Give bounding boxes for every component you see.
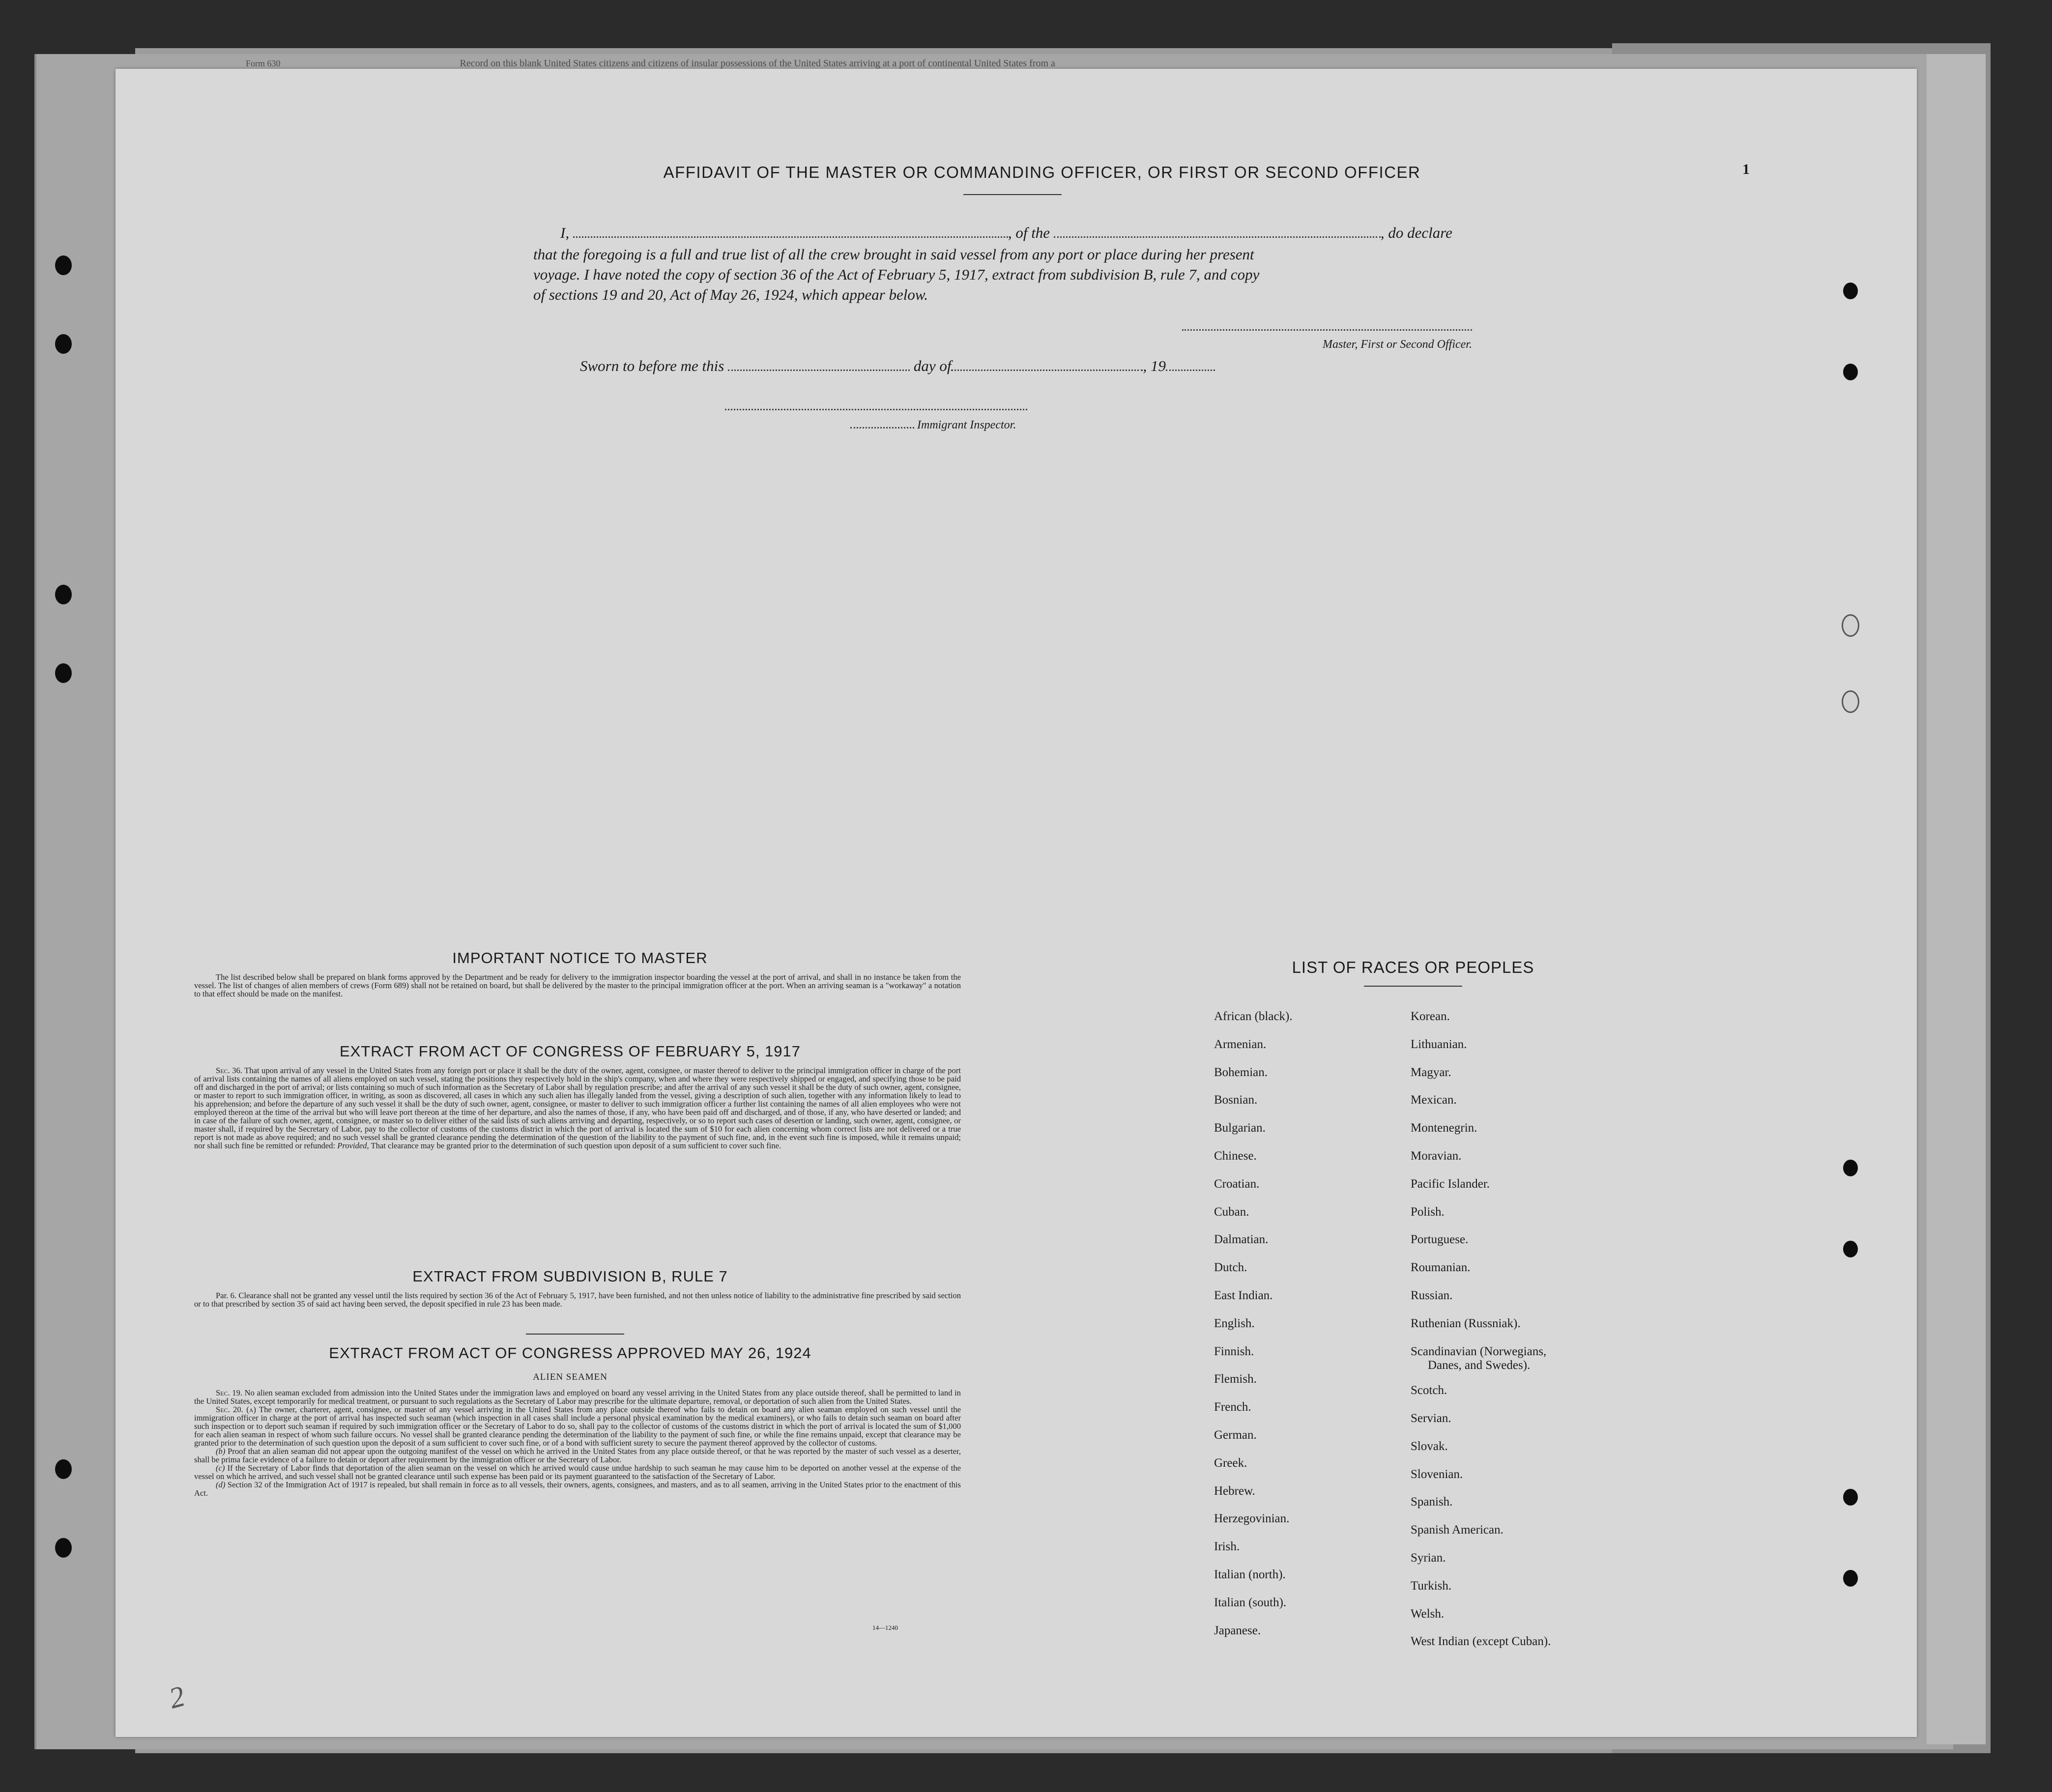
print-code: 14—1240: [872, 1624, 898, 1631]
race-item: Slovak.: [1411, 1439, 1448, 1453]
year-label: , 19: [1143, 357, 1166, 374]
race-item: Moravian.: [1411, 1149, 1462, 1163]
race-item: Lithuanian.: [1411, 1037, 1467, 1051]
title-rule: [963, 194, 1062, 195]
punch-hole: [1843, 1241, 1858, 1257]
sworn-day-field[interactable]: [728, 370, 910, 371]
race-item: Slovenian.: [1411, 1467, 1463, 1481]
race-item: Polish.: [1411, 1205, 1445, 1219]
name-field[interactable]: [573, 236, 1008, 238]
race-item: Servian.: [1411, 1411, 1451, 1425]
extract-1917-title: EXTRACT FROM ACT OF CONGRESS OF FEBRUARY 5, 1917: [339, 1043, 801, 1060]
punch-hole: [55, 663, 72, 683]
sworn-month-field[interactable]: [951, 370, 1143, 371]
race-item: Turkish.: [1411, 1579, 1452, 1593]
race-item: Greek.: [1214, 1456, 1247, 1470]
race-item: Irish.: [1214, 1540, 1240, 1554]
race-item: West Indian (except Cuban).: [1411, 1635, 1551, 1649]
affidavit-page: [116, 69, 1917, 1737]
sworn-label: Sworn to before me this: [580, 357, 724, 374]
section-36-text: That upon arrival of any vessel in the United States from any foreign port or place it shall be the duty of the owner, agent, consignee, or master thereof to deliver to the principal immigration officer in charge of the port of arrival lists containing the names of all aliens employed on such vessel, stating the positions they respectively hold in the ship's company, when and where they were respectively shipped or engaged, and specifying those to be paid off and discharged in the port of arrival; or lists containing so much of such information as the Secretary of Labor shall by regulation prescribe; and after the arrival of any such vessel it shall be the duty of such owner, agent, consignee, or master to report to such immigration officer, in writing, as soon as discovered, all cases in which any such alien has illegally landed from the vessel, giving a description of such alien, together with any information likely to lead to his apprehension; and before the departure of any such vessel it shall be the duty of such owner, agent, consignee, or master to deliver to such immigration officer a further list containing the names of all alien employees who were not employed thereon at the time of the arrival but who will leave port thereon at the time of her departure, and also the names of those, if any, who have been paid off and discharged, and of those, if any, who have deserted or landed; and in case of the failure of such owner, agent, consignee, or master so to deliver either of the said lists of such aliens arriving and departing, respectively, or so to report such cases of desertion or landing, such owner, agent, consignee, or master shall, if required by the Secretary of Labor, pay to the collector of customs of the customs district in which the port of arrival is located the sum of $10 for each alien concerning whom correct lists are not delivered or a true report is not made as above required; and no such vessel shall be granted clearance pending the determination of the question of the liability to the payment of such fine, and, in the event such fine is imposed, while it remains unpaid; nor shall such fine be remitted or refunded:: [194, 1066, 961, 1150]
declaration-text-line: voyage. I have noted the copy of section 36 of the Act of February 5, 1917, extract from subdivision B, rule 7, and copy: [533, 266, 1260, 283]
race-item: Italian (south).: [1214, 1595, 1287, 1609]
sworn-line: [580, 357, 1215, 375]
punch-hole: [1842, 614, 1859, 637]
races-title-rule: [1364, 986, 1462, 987]
section-20a-label: Sec. 20. (a): [216, 1405, 256, 1414]
race-item: Spanish American.: [1411, 1523, 1503, 1537]
section-19-label: Sec. 19.: [216, 1388, 243, 1397]
race-item: Korean.: [1411, 1010, 1450, 1023]
section-rule: [526, 1334, 624, 1335]
declare-line: [560, 224, 1452, 242]
provided-label: Provided,: [337, 1141, 369, 1150]
race-item: Flemish.: [1214, 1372, 1257, 1386]
form-number: Form 630: [246, 58, 281, 68]
extract-rule7-title: EXTRACT FROM SUBDIVISION B, RULE 7: [412, 1268, 728, 1285]
notice-body: [194, 973, 961, 998]
race-item: Bulgarian.: [1214, 1121, 1266, 1135]
race-item: Finnish.: [1214, 1344, 1254, 1358]
section-20a-paragraph: [194, 1405, 961, 1447]
extract-rule7-body: [194, 1291, 961, 1308]
section-20c-paragraph: [194, 1464, 961, 1480]
background-sheet-edge: [1927, 54, 1986, 1744]
race-item: Dalmatian.: [1214, 1233, 1269, 1247]
section-20c-text: If the Secretary of Labor finds that deportation of the alien seaman on the vessel on which he arrived would cause undue hardship to such seaman he may cause him to be deported on another vessel at the expense of the vessel on which he arrived, and such vessel shall not be granted clearance until such expense has been paid or its payment guaranteed to the satisfaction of the Secretary of Labor.: [194, 1463, 961, 1481]
sworn-year-field[interactable]: [1166, 370, 1215, 371]
race-item: Syrian.: [1411, 1551, 1446, 1564]
punch-hole: [1842, 690, 1859, 713]
punch-hole: [55, 1459, 72, 1479]
punch-hole: [55, 256, 72, 275]
race-item: Russian.: [1411, 1289, 1453, 1302]
master-signature-field[interactable]: [1182, 329, 1472, 331]
punch-hole: [55, 585, 72, 604]
section-36-paragraph: [194, 1066, 961, 1150]
section-36-label: Sec. 36.: [216, 1066, 242, 1075]
section-19-text: No alien seaman excluded from admission into the United States under the immigration laws and employed on board any vessel arriving in the United States from any place outside thereof, shall be permitted to land in the United States, except temporarily for medical treatment, or pursuant to such regulations as the Secretary of Labor may prescribe for the ultimate departure, removal, or deportation of such alien from the United States.: [194, 1388, 961, 1406]
punch-hole: [1843, 1160, 1858, 1176]
race-item: Ruthenian (Russniak).: [1411, 1316, 1521, 1330]
inspector-label: Immigrant Inspector.: [917, 419, 1016, 431]
race-item: Magyar.: [1411, 1065, 1451, 1079]
punch-hole: [1843, 364, 1858, 380]
punch-hole: [55, 334, 72, 354]
section-20d-text: Section 32 of the Immigration Act of 1917 is repealed, but shall remain in force as to all vessels, their owners, agents, consignees, and masters, and as to all seamen, arriving in the United States prior to the enactment of this Act.: [194, 1480, 961, 1498]
vessel-field[interactable]: [1054, 236, 1381, 238]
underlying-form-text: Record on this blank United States citizens and citizens of insular possessions of the United States arriving at a port of continental United States from a: [460, 58, 1055, 69]
race-item: French.: [1214, 1400, 1251, 1414]
handwritten-mark: 2: [165, 1679, 188, 1715]
race-item: Scandinavian (Norwegians,: [1411, 1344, 1547, 1358]
race-item: Italian (north).: [1214, 1568, 1286, 1581]
race-item: Danes, and Swedes).: [1428, 1359, 1531, 1372]
section-20c-label: (c): [216, 1463, 225, 1473]
inspector-signature-label: [850, 419, 1016, 432]
race-item: Scotch.: [1411, 1384, 1447, 1397]
race-item: East Indian.: [1214, 1289, 1273, 1302]
notice-title: IMPORTANT NOTICE TO MASTER: [452, 949, 708, 967]
race-item: Japanese.: [1214, 1623, 1261, 1637]
race-item: German.: [1214, 1428, 1257, 1442]
of-the-label: , of the: [1008, 224, 1050, 241]
section-20b-label: (b): [216, 1447, 226, 1456]
punch-hole: [55, 1538, 72, 1558]
race-item: African (black).: [1214, 1010, 1293, 1023]
page-number: 1: [1742, 161, 1750, 177]
rule7-paragraph: Par. 6. Clearance shall not be granted any vessel until the lists required by section 36 of the Act of February 5, 1917, have been furnished, and not then unless notice of liability to the administrative fine prescribed by said section or to that prescribed by section 35 of said act having been served, the deposit specified in rule 23 has been made.: [194, 1291, 961, 1308]
race-item: Welsh.: [1411, 1607, 1445, 1621]
section-20b-text: Proof that an alien seaman did not appear upon the outgoing manifest of the vessel on which he arrived in the United States from any place outside thereof, or that he was reported by the master of such vessel as a deserter, shall be prima facie evidence of a failure to detain or deport after requirement by the immigration officer or the Secretary of Labor.: [194, 1447, 961, 1464]
section-36-end-text: That clearance may be granted prior to the determination of such question upon deposit of a sum sufficient to cover such fine.: [371, 1141, 781, 1150]
extract-1917-body: [194, 1066, 961, 1150]
section-20a-text: The owner, charterer, agent, consignee, or master of any vessel arriving in the United States from any place outside thereof who fails to detain on board any alien seaman employed on such vessel until the immigration officer in charge at the port of arrival has inspected such seaman (which inspection in all cases shall include a personal physical examination by the medical examiners), or who fails to detain such seaman on board after such inspection or to deport such seaman if required by such immigration officer or the Secretary of Labor to do so, shall pay to the collector of customs of the customs district in which the port of arrival is located the sum of $1,000 for each alien seaman in respect of whom such failure occurs. No vessel shall be granted clearance pending the determination of the liability to the payment of such fine, or while the fine remains unpaid, except that clearance may be granted prior to the determination of such question upon the deposit of a sum sufficient to cover such fine, or of a bond with sufficient surety to secure the payment thereof approved by the collector of customs.: [194, 1405, 961, 1448]
section-20d-paragraph: [194, 1480, 961, 1497]
race-item: Chinese.: [1214, 1149, 1257, 1163]
extract-1924-title: EXTRACT FROM ACT OF CONGRESS APPROVED MAY 26, 1924: [329, 1344, 811, 1362]
day-of-label: day of: [913, 357, 952, 374]
affidavit-title: AFFIDAVIT OF THE MASTER OR COMMANDING OFFICER, OR FIRST OR SECOND OFFICER: [663, 163, 1421, 181]
race-item: Portuguese.: [1411, 1233, 1469, 1247]
extract-1924-body: [194, 1389, 961, 1497]
race-item: Armenian.: [1214, 1037, 1267, 1051]
race-item: Dutch.: [1214, 1261, 1247, 1275]
race-item: Cuban.: [1214, 1205, 1249, 1219]
i-label: I,: [560, 224, 570, 241]
do-declare-label: , do declare: [1380, 224, 1452, 241]
section-20d-label: (d): [216, 1480, 226, 1489]
race-item: Herzegovinian.: [1214, 1512, 1290, 1526]
underlying-form-header: [246, 58, 1573, 69]
alien-seamen-subtitle: ALIEN SEAMEN: [533, 1372, 607, 1382]
race-item: Pacific Islander.: [1411, 1177, 1490, 1191]
inspector-dots: [850, 427, 914, 428]
master-signature-label: Master, First or Second Officer.: [1323, 338, 1472, 351]
section-19-paragraph: [194, 1389, 961, 1405]
inspector-signature-field[interactable]: [725, 409, 1027, 410]
section-20b-paragraph: [194, 1447, 961, 1464]
race-item: Hebrew.: [1214, 1484, 1255, 1498]
race-item: English.: [1214, 1316, 1255, 1330]
punch-hole: [1843, 283, 1858, 299]
race-item: Mexican.: [1411, 1093, 1457, 1107]
race-item: Roumanian.: [1411, 1261, 1471, 1275]
declaration-text-line: that the foregoing is a full and true list of all the crew brought in said vessel from any port or place during her present: [533, 246, 1254, 263]
race-item: Spanish.: [1411, 1495, 1453, 1509]
punch-hole: [1843, 1489, 1858, 1506]
race-item: Bosnian.: [1214, 1093, 1258, 1107]
race-item: Croatian.: [1214, 1177, 1260, 1191]
notice-paragraph: The list described below shall be prepared on blank forms approved by the Department and be ready for delivery to the immigration inspector boarding the vessel at the port of arrival, and shall in no instance be taken from the vessel. The list of changes of alien members of crews (Form 689) shall not be retained on board, but shall be delivered by the master to the principal immigration officer at the port. When an arriving seaman is a "workaway" a notation to that effect should be made on the manifest.: [194, 972, 961, 998]
punch-hole: [1843, 1570, 1858, 1587]
race-item: Montenegrin.: [1411, 1121, 1477, 1135]
races-list-title: LIST OF RACES OR PEOPLES: [1292, 958, 1534, 976]
race-item: Bohemian.: [1214, 1065, 1268, 1079]
declaration-text-line: of sections 19 and 20, Act of May 26, 1924, which appear below.: [533, 286, 928, 303]
